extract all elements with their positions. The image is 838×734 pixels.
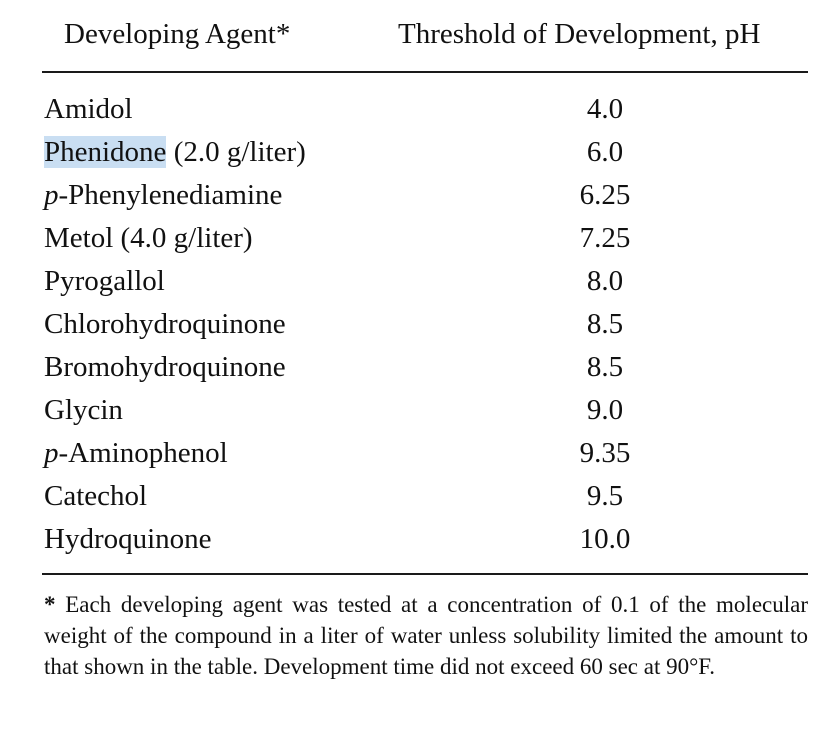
developing-agent-cell (44, 518, 212, 561)
table-bottom-rule (42, 573, 808, 575)
agent-name: -Aminophenol (58, 437, 228, 469)
threshold-ph-cell: 4.0 (586, 93, 624, 125)
developing-agent-cell (44, 260, 165, 303)
table-top-rule (42, 71, 808, 73)
table-row (0, 217, 838, 260)
threshold-ph-cell: 9.5 (586, 480, 624, 512)
table-footnote (44, 589, 808, 682)
column-header-developing-agent: Developing Agent* (64, 18, 291, 50)
footnote-text: Each developing agent was tested at a concentration of 0.1 of the molecular weight of the compound in a liter of water unless solubility limited the amount to that shown in the table. Development time did not exceed 60 sec at 90°F. (44, 592, 808, 679)
developing-agent-cell (44, 432, 228, 475)
table-body (0, 88, 838, 561)
agent-name: Hydroquinone (44, 523, 212, 555)
agent-name-prefix: p (44, 437, 59, 469)
table-row (0, 346, 838, 389)
threshold-ph-cell: 8.5 (586, 351, 624, 383)
agent-name-prefix: p (44, 179, 59, 211)
agent-name: Glycin (44, 394, 123, 426)
agent-name: Amidol (44, 93, 133, 125)
threshold-ph-cell: 10.0 (579, 523, 631, 555)
column-header-threshold-ph: Threshold of Development, pH (398, 18, 761, 50)
table-row (0, 432, 838, 475)
table-row (0, 131, 838, 174)
table-row (0, 174, 838, 217)
threshold-ph-cell: 8.0 (586, 265, 624, 297)
developing-agent-cell (44, 475, 147, 518)
agent-name: Pyrogallol (44, 265, 165, 297)
developing-agent-cell (44, 174, 282, 217)
agent-name: -Phenylenediamine (58, 179, 283, 211)
threshold-ph-cell: 9.35 (579, 437, 631, 469)
table-row (0, 303, 838, 346)
agent-name: Bromohydroquinone (44, 351, 286, 383)
agent-name: Chlorohydroquinone (44, 308, 286, 340)
agent-name: (2.0 g/liter) (166, 136, 306, 168)
table-row (0, 475, 838, 518)
table-row (0, 518, 838, 561)
developing-agent-cell (44, 303, 286, 346)
developing-agent-cell (44, 131, 306, 174)
agent-name: Catechol (44, 480, 148, 512)
threshold-ph-cell: 8.5 (586, 308, 624, 340)
table-row (0, 260, 838, 303)
threshold-ph-cell: 9.0 (586, 394, 624, 426)
threshold-ph-cell: 7.25 (579, 222, 631, 254)
table-row (0, 389, 838, 432)
threshold-ph-cell: 6.25 (579, 179, 631, 211)
agent-name: Metol (4.0 g/liter) (44, 222, 253, 254)
table-row (0, 88, 838, 131)
footnote-marker: * (44, 592, 56, 617)
developing-agent-cell (44, 217, 253, 260)
developing-agent-cell (44, 389, 123, 432)
developing-agent-cell (44, 346, 286, 389)
threshold-ph-cell: 6.0 (586, 136, 624, 168)
highlighted-agent-name[interactable]: Phenidone (44, 136, 167, 168)
developing-agent-cell (44, 88, 133, 131)
